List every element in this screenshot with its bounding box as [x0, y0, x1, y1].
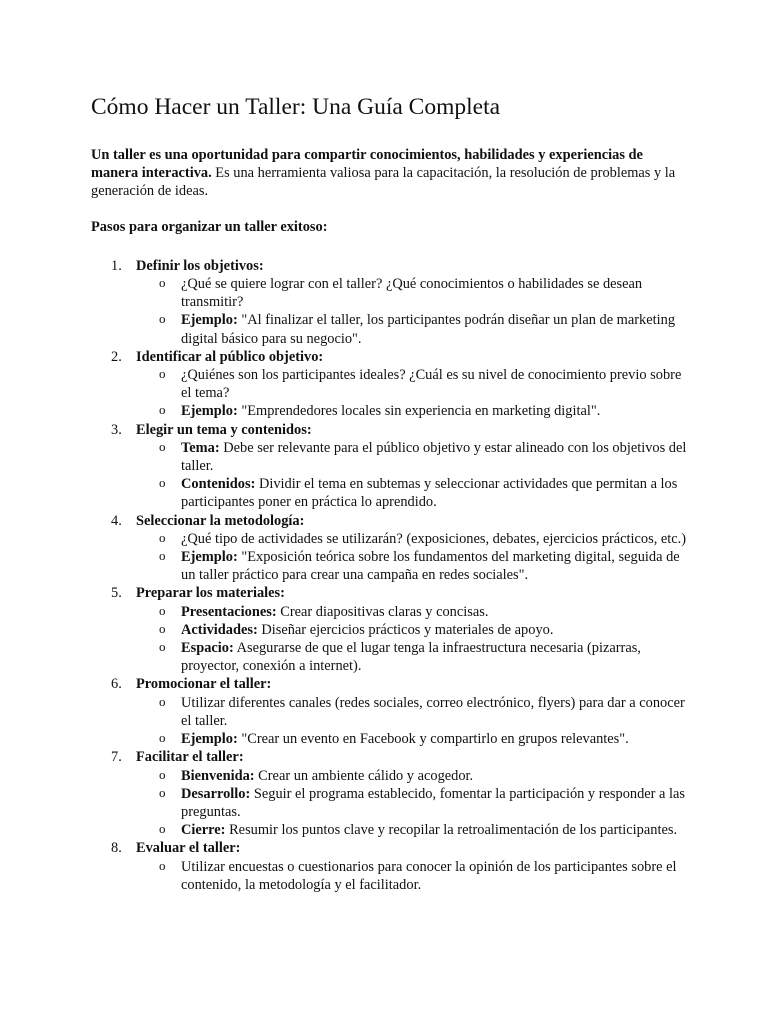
sub-item-label: Ejemplo:: [181, 731, 238, 748]
page-title: Cómo Hacer un Taller: Una Guía Completa: [91, 94, 501, 120]
circle-bullet-icon: o: [159, 438, 166, 454]
sub-item: [136, 548, 688, 584]
steps-list: [91, 257, 688, 894]
step-item: [91, 512, 688, 585]
sub-item-label: Cierre:: [181, 822, 226, 839]
sub-item-label: Ejemplo:: [181, 312, 238, 329]
intro-paragraph: [91, 146, 688, 201]
step-number: 4.: [111, 512, 122, 529]
intro-bold-text: Un taller es una oportunidad para compartir conocimientos, habilidades y experiencias de manera interactiva.: [91, 147, 643, 182]
sub-item: [136, 530, 688, 548]
sub-item: [136, 621, 688, 639]
sub-item-label: Ejemplo:: [181, 403, 238, 420]
step-item: [91, 348, 688, 421]
step-sublist: [136, 366, 688, 421]
sub-item-text: Debe ser relevante para el público objetivo y estar alineado con los objetivos del taller.: [181, 439, 687, 475]
sub-item: [136, 639, 688, 675]
circle-bullet-icon: o: [159, 402, 166, 418]
step-sublist: [136, 275, 688, 348]
sub-item-text: "Crear un evento en Facebook y compartirlo en grupos relevantes".: [237, 731, 629, 748]
sub-item-label: Espacio:: [181, 640, 234, 657]
step-title: Preparar los materiales:: [136, 585, 285, 602]
sub-item: [136, 785, 688, 821]
sub-item-text: Resumir los puntos clave y recopilar la retroalimentación de los participantes.: [225, 822, 678, 839]
circle-bullet-icon: o: [159, 275, 166, 291]
sub-item-text: ¿Qué se quiere lograr con el taller? ¿Qué conocimientos o habilidades se desean transmitir?: [181, 276, 643, 311]
step-title: Promocionar el taller:: [136, 676, 272, 693]
sub-item-label: Ejemplo:: [181, 549, 238, 566]
sub-item: [136, 475, 688, 511]
sub-item-text: ¿Quiénes son los participantes ideales? ¿Cuál es su nivel de conocimiento previo sobre el tema?: [181, 367, 682, 402]
circle-bullet-icon: o: [159, 766, 166, 782]
sub-item: [136, 858, 688, 894]
sub-item-text: Seguir el programa establecido, fomentar la participación y responder a las preguntas.: [181, 785, 686, 820]
circle-bullet-icon: o: [159, 857, 166, 873]
intro-rest-text: Es una herramienta valiosa para la capacitación, la resolución de problemas y la generación de ideas.: [91, 165, 676, 200]
step-number: 5.: [111, 585, 122, 602]
sub-item-label: Contenidos:: [181, 476, 256, 493]
sub-item: [136, 402, 688, 420]
circle-bullet-icon: o: [159, 693, 166, 709]
sub-item-label: Presentaciones:: [181, 603, 277, 620]
step-sublist: [136, 858, 688, 894]
sub-item-text: ¿Qué tipo de actividades se utilizarán? (exposiciones, debates, ejercicios prácticos, etc.): [181, 530, 687, 547]
sub-item-label: Bienvenida:: [181, 767, 255, 784]
step-item: [91, 839, 688, 894]
steps-heading: Pasos para organizar un taller exitoso:: [91, 218, 328, 235]
circle-bullet-icon: o: [159, 639, 166, 655]
sub-item: [136, 767, 688, 785]
step-number: 2.: [111, 348, 122, 365]
step-sublist: [136, 603, 688, 676]
step-number: 7.: [111, 749, 122, 766]
step-item: [91, 421, 688, 512]
circle-bullet-icon: o: [159, 475, 166, 491]
sub-item: [136, 821, 688, 839]
circle-bullet-icon: o: [159, 548, 166, 564]
sub-item-label: Actividades:: [181, 621, 258, 638]
step-sublist: [136, 439, 688, 512]
sub-item-text: Asegurarse de que el lugar tenga la infraestructura necesaria (pizarras, proyector, conexión a internet).: [181, 640, 641, 675]
sub-item-label: Tema:: [181, 439, 220, 456]
sub-item-text: Crear un ambiente cálido y acogedor.: [254, 767, 474, 784]
sub-item-text: Dividir el tema en subtemas y seleccionar actividades que permitan a los participantes poner en práctica lo aprendido.: [181, 476, 678, 511]
step-number: 1.: [111, 257, 122, 274]
step-title: Seleccionar la metodología:: [136, 512, 305, 529]
sub-item-text: "Exposición teórica sobre los fundamentos del marketing digital, seguida de un taller práctico para crear una campaña en redes sociales".: [181, 549, 680, 584]
step-item: [91, 675, 688, 748]
step-title: Definir los objetivos:: [136, 257, 264, 274]
sub-item-text: "Al finalizar el taller, los participantes podrán diseñar un plan de marketing digital básico para su negocio".: [181, 312, 676, 347]
step-number: 8.: [111, 840, 122, 857]
sub-item: [136, 366, 688, 402]
sub-item-label: Desarrollo:: [181, 785, 251, 802]
sub-item-text: Diseñar ejercicios prácticos y materiales de apoyo.: [257, 621, 554, 638]
step-item: [91, 748, 688, 839]
step-number: 6.: [111, 676, 122, 693]
sub-item-text: Utilizar diferentes canales (redes sociales, correo electrónico, flyers) para dar a conocer el taller.: [181, 694, 685, 729]
step-sublist: [136, 694, 688, 749]
circle-bullet-icon: o: [159, 620, 166, 636]
circle-bullet-icon: o: [159, 366, 166, 382]
sub-item-text: Utilizar encuestas o cuestionarios para conocer la opinión de los participantes sobre el contenido, la metodología y el facilitador.: [181, 858, 677, 893]
step-number: 3.: [111, 421, 122, 438]
sub-item: [136, 311, 688, 347]
circle-bullet-icon: o: [159, 602, 166, 618]
circle-bullet-icon: o: [159, 529, 166, 545]
step-title: Identificar al público objetivo:: [136, 348, 324, 365]
step-sublist: [136, 530, 688, 585]
sub-item-text: Crear diapositivas claras y concisas.: [276, 603, 489, 620]
step-sublist: [136, 767, 688, 840]
step-item: [91, 257, 688, 348]
circle-bullet-icon: o: [159, 821, 166, 837]
circle-bullet-icon: o: [159, 730, 166, 746]
step-title: Elegir un tema y contenidos:: [136, 421, 312, 438]
sub-item: [136, 694, 688, 730]
circle-bullet-icon: o: [159, 784, 166, 800]
circle-bullet-icon: o: [159, 311, 166, 327]
step-item: [91, 584, 688, 675]
sub-item: [136, 730, 688, 748]
sub-item-text: "Emprendedores locales sin experiencia en marketing digital".: [237, 403, 601, 420]
sub-item: [136, 439, 688, 475]
sub-item: [136, 275, 688, 311]
sub-item: [136, 603, 688, 621]
step-title: Facilitar el taller:: [136, 749, 244, 766]
step-title: Evaluar el taller:: [136, 840, 241, 857]
